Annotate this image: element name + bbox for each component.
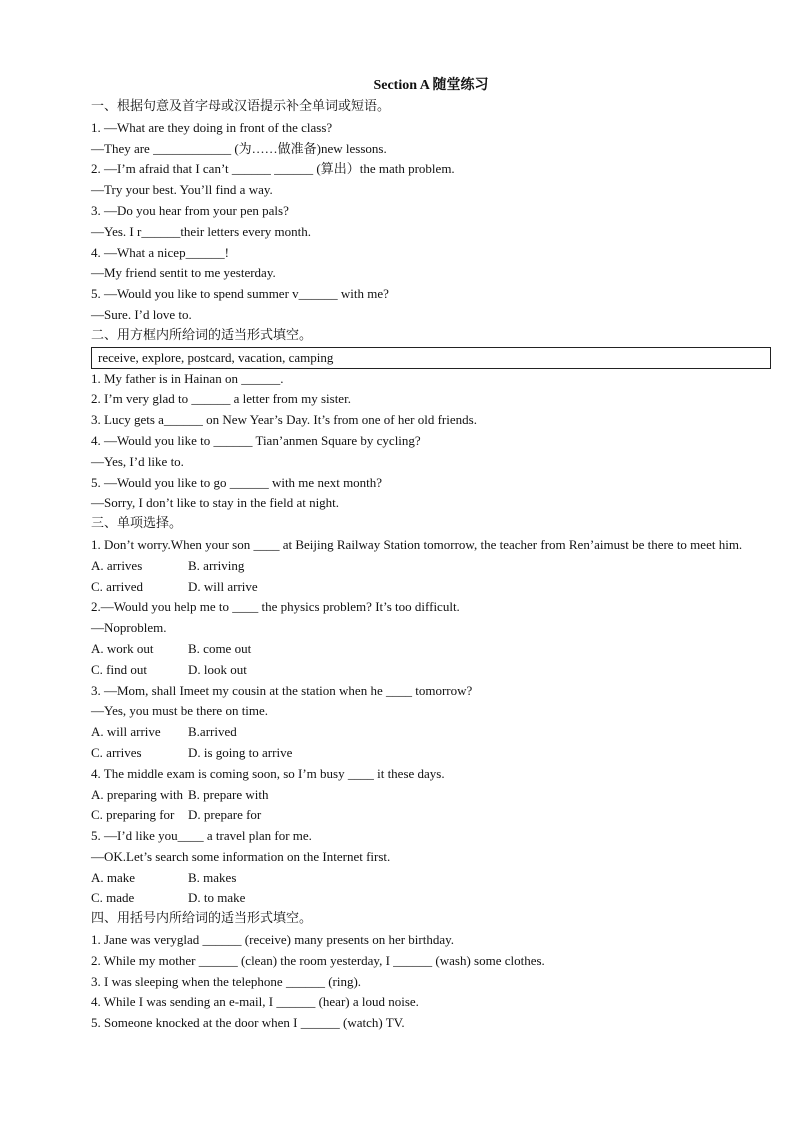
s4-line: 4. While I was sending an e-mail, I ______ (hear) a loud noise. [91, 994, 419, 1010]
s2-line: 1. My father is in Hainan on ______. [91, 370, 284, 386]
s2-line: 5. —Would you like to go ______ with me next month? [91, 474, 383, 490]
option-d: D. is going to arrive [188, 744, 293, 760]
s2-line: —Sorry, I don’t like to stay in the field at night. [91, 495, 340, 511]
q3-options-row [91, 722, 771, 743]
section3-heading: 三、单项选择。 [91, 516, 183, 532]
section4-heading: 四、用括号内所给词的适当形式填空。 [91, 911, 313, 927]
s4-line: 3. I was sleeping when the telephone ______ (ring). [91, 973, 362, 989]
option-c: C. preparing for [91, 807, 175, 823]
q4-options-row [91, 785, 771, 806]
s1-line: —Yes. I r______their letters every month. [91, 223, 312, 239]
option-a: A. arrives [91, 557, 143, 573]
option-d: D. look out [188, 661, 247, 677]
option-c: C. made [91, 890, 135, 906]
s1-line: —My friend sentit to me yesterday. [91, 265, 276, 281]
q2-stem-reply: —Noproblem. [91, 620, 167, 636]
s2-line: —Yes, I’d like to. [91, 453, 184, 469]
s1-line: 3. —Do you hear from your pen pals? [91, 202, 289, 218]
option-b: B. makes [188, 869, 237, 885]
q3-options-row [91, 743, 771, 764]
q2-options-row [91, 660, 771, 681]
s4-line: 2. While my mother ______ (clean) the room yesterday, I ______ (wash) some clothes. [91, 952, 545, 968]
option-a: A. work out [91, 640, 154, 656]
q2-options-row [91, 639, 771, 660]
option-a: A. preparing with [91, 786, 184, 802]
option-d: D. prepare for [188, 807, 262, 823]
s2-line: 3. Lucy gets a______ on New Year’s Day. It’s from one of her old friends. [91, 412, 477, 428]
q1-options-row [91, 577, 771, 598]
s1-line: 2. —I’m afraid that I can’t ______ ______ (算出）the math problem. [91, 161, 455, 177]
option-b: B. arriving [188, 557, 245, 573]
s1-line: —Try your best. You’ll find a way. [91, 182, 273, 198]
q4-stem: 4. The middle exam is coming soon, so I’m busy ____ it these days. [91, 765, 445, 781]
q5-stem-reply: —OK.Let’s search some information on the Internet first. [91, 848, 391, 864]
option-c: C. find out [91, 661, 147, 677]
s1-line: —They are ____________ (为……做准备)new lessons. [91, 140, 387, 156]
q1-options-row [91, 556, 771, 577]
option-a: A. will arrive [91, 724, 161, 740]
word-box: receive, explore, postcard, vacation, camping [91, 347, 771, 369]
s4-line: 1. Jane was veryglad ______ (receive) many presents on her birthday. [91, 932, 455, 948]
q4-options-row [91, 805, 771, 826]
option-c: C. arrived [91, 578, 143, 594]
q5-options-row [91, 888, 771, 909]
option-b: B.arrived [188, 724, 237, 740]
q5-options-row [91, 868, 771, 889]
q3-stem-reply: —Yes, you must be there on time. [91, 703, 269, 719]
q3-stem: 3. —Mom, shall Imeet my cousin at the station when he ____ tomorrow? [91, 682, 473, 698]
section1-heading: 一、根据句意及首字母或汉语提示补全单词或短语。 [91, 99, 391, 114]
worksheet-page [91, 76, 771, 1034]
s1-line: 1. —What are they doing in front of the class? [91, 119, 333, 135]
option-b: B. prepare with [188, 786, 269, 802]
s4-line: 5. Someone knocked at the door when I ______ (watch) TV. [91, 1015, 405, 1031]
s2-line: 4. —Would you like to ______ Tian’anmen Square by cycling? [91, 432, 421, 448]
s2-line: 2. I’m very glad to ______ a letter from my sister. [91, 391, 351, 407]
s1-line: 4. —What a nicep______! [91, 244, 229, 260]
q1-stem: 1. Don’t worry.When your son ____ at Beijing Railway Station tomorrow, the teacher from Ren’aimust be there to meet him. [91, 536, 743, 552]
s1-line: 5. —Would you like to spend summer v______ with me? [91, 286, 389, 302]
section2-heading: 二、用方框内所给词的适当形式填空。 [91, 327, 313, 343]
q5-stem: 5. —I’d like you____ a travel plan for me. [91, 828, 312, 844]
option-d: D. to make [188, 890, 246, 906]
option-c: C. arrives [91, 744, 142, 760]
option-b: B. come out [188, 640, 252, 656]
option-a: A. make [91, 869, 136, 885]
option-d: D. will arrive [188, 578, 258, 594]
s1-line: —Sure. I’d love to. [91, 306, 192, 322]
q2-stem: 2.—Would you help me to ____ the physics problem? It’s too difficult. [91, 599, 460, 615]
page-title: Section A 随堂练习 [373, 78, 489, 93]
